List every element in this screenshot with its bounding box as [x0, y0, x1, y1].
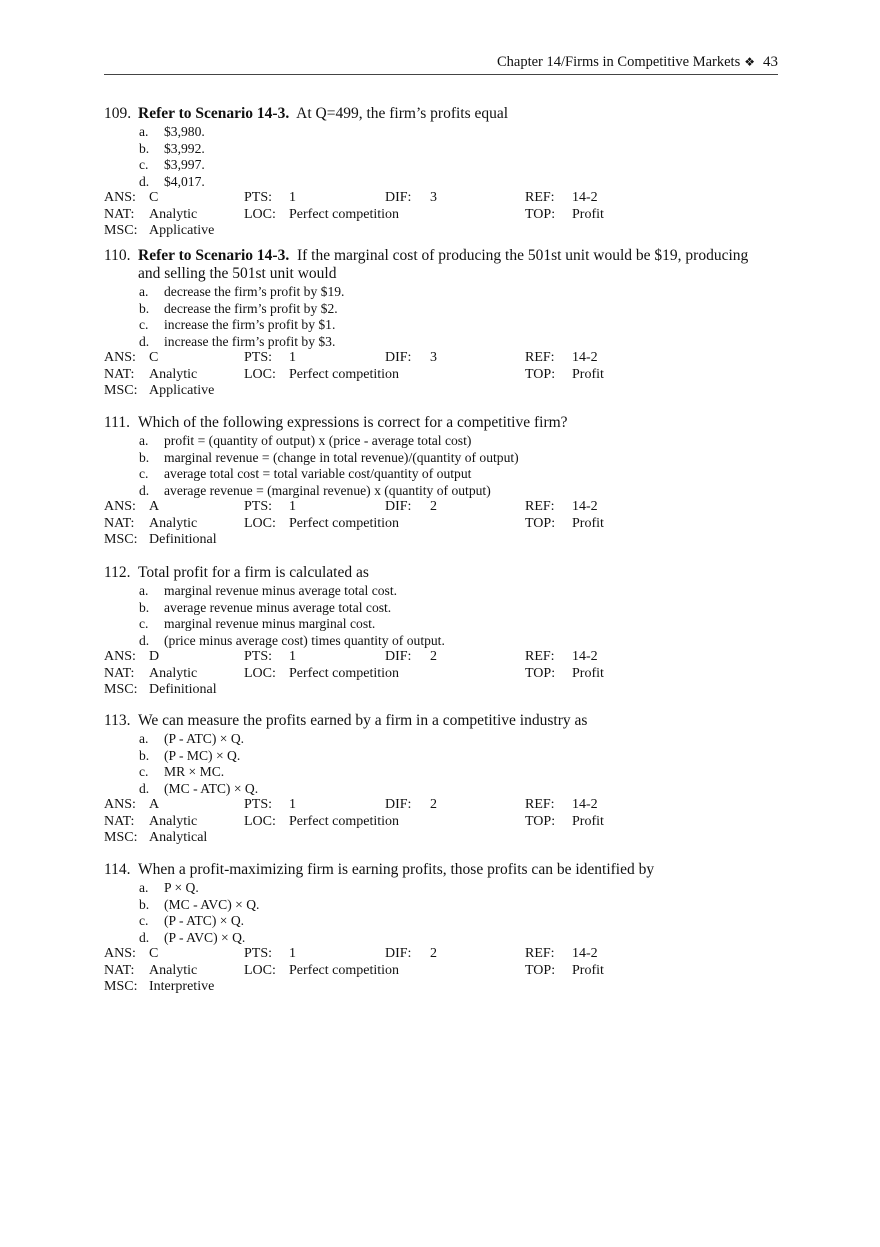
question-item: [104, 564, 784, 699]
pts-label: PTS:: [244, 649, 273, 664]
answer-metadata: [104, 350, 784, 400]
top-value: Profit: [572, 366, 604, 382]
ans-label: ANS:: [104, 649, 136, 664]
loc-value: Perfect competition: [289, 515, 400, 531]
page-header: [104, 52, 778, 75]
ans-label: ANS:: [104, 499, 136, 514]
pts-value: 1: [289, 649, 296, 664]
choice-letter: c.: [139, 764, 149, 779]
choice-text: average total cost = total variable cost/quantity of output: [164, 466, 472, 481]
top-value: Profit: [572, 515, 604, 531]
loc-label: LOC:: [244, 813, 276, 829]
nat-label: NAT:: [104, 962, 135, 978]
choice-letter: b.: [139, 449, 150, 465]
question-reference: Refer to Scenario 14-3.: [138, 247, 290, 264]
ref-label: REF:: [525, 649, 555, 664]
choice-item: [104, 466, 784, 483]
top-label: TOP:: [525, 962, 556, 978]
ans-value: D: [149, 649, 160, 664]
chapter-title: Chapter 14/Firms in Competitive Markets: [496, 54, 741, 70]
answer-row: [104, 797, 784, 814]
dif-value: 2: [430, 946, 437, 961]
question-text: We can measure the profits earned by a firm in a competitive industry as: [138, 712, 588, 729]
choice-text: increase the firm’s profit by $3.: [164, 333, 336, 349]
choice-item: [104, 880, 784, 897]
msc-label: MSC:: [104, 979, 138, 994]
question-item: [104, 861, 784, 996]
choice-item: [104, 483, 784, 500]
loc-value: Perfect competition: [289, 813, 400, 829]
question-item: [104, 247, 784, 400]
loc-value: Perfect competition: [289, 665, 400, 681]
msc-value: Analytical: [149, 830, 208, 845]
choice-item: [104, 781, 784, 798]
nat-value: Analytic: [149, 813, 198, 829]
choice-letter: b.: [139, 140, 150, 156]
choice-text: average revenue = (marginal revenue) x (quantity of output): [164, 482, 491, 498]
choice-item: [104, 284, 784, 301]
question-number: 109.: [104, 105, 132, 122]
choice-letter: b.: [139, 747, 150, 763]
choice-item: [104, 157, 784, 174]
top-value: Profit: [572, 962, 604, 978]
answer-metadata: [104, 649, 784, 699]
ans-value: C: [149, 350, 159, 365]
question-text: Which of the following expressions is correct for a competitive firm?: [138, 414, 568, 431]
dif-value: 2: [430, 649, 437, 664]
choice-letter: b.: [139, 599, 150, 615]
dif-label: DIF:: [385, 190, 412, 205]
ref-value: 14-2: [572, 350, 598, 365]
page-number: 43: [763, 54, 778, 70]
choice-letter: a.: [139, 880, 149, 895]
pts-value: 1: [289, 190, 296, 205]
msc-label: MSC:: [104, 682, 138, 697]
choice-letter: b.: [139, 300, 150, 316]
choice-item: [104, 600, 784, 617]
pts-value: 1: [289, 946, 296, 961]
nat-value: Analytic: [149, 665, 198, 681]
question-text: When a profit-maximizing firm is earning profits, those profits can be identified by: [138, 861, 655, 878]
question-stem: [104, 564, 784, 582]
msc-value: Applicative: [149, 383, 215, 398]
top-label: TOP:: [525, 366, 556, 382]
choice-item: [104, 913, 784, 930]
top-label: TOP:: [525, 206, 556, 222]
choice-item: [104, 616, 784, 633]
loc-value: Perfect competition: [289, 962, 400, 978]
ans-label: ANS:: [104, 946, 136, 961]
ref-label: REF:: [525, 350, 555, 365]
nat-label: NAT:: [104, 665, 135, 681]
ans-label: ANS:: [104, 190, 136, 205]
category-row: [104, 207, 784, 224]
ref-value: 14-2: [572, 499, 598, 514]
choice-letter: a.: [139, 124, 149, 139]
choice-text: marginal revenue minus marginal cost.: [164, 616, 376, 631]
choice-list: [104, 731, 784, 797]
choice-text: (P - ATC) × Q.: [164, 731, 245, 746]
ans-label: ANS:: [104, 797, 136, 812]
msc-value: Definitional: [149, 682, 217, 697]
skill-row: [104, 223, 784, 240]
dif-label: DIF:: [385, 499, 412, 514]
pts-label: PTS:: [244, 499, 273, 514]
answer-row: [104, 946, 784, 963]
choice-letter: c.: [139, 317, 149, 332]
question-number: 111.: [104, 414, 130, 431]
choice-letter: d.: [139, 632, 150, 648]
category-row: [104, 814, 784, 831]
ref-value: 14-2: [572, 946, 598, 961]
skill-row: [104, 532, 784, 549]
loc-value: Perfect competition: [289, 366, 400, 382]
ans-value: C: [149, 946, 159, 961]
ref-label: REF:: [525, 946, 555, 961]
question-stem: [104, 105, 784, 123]
choice-item: [104, 334, 784, 351]
skill-row: [104, 830, 784, 847]
nat-value: Analytic: [149, 515, 198, 531]
question-number: 112.: [104, 564, 131, 581]
choice-text: (MC - AVC) × Q.: [164, 896, 260, 912]
choice-text: (P - ATC) × Q.: [164, 913, 245, 928]
top-value: Profit: [572, 206, 604, 222]
choice-text: MR × MC.: [164, 764, 225, 779]
choice-item: [104, 731, 784, 748]
question-stem: [104, 414, 784, 432]
choice-item: [104, 764, 784, 781]
choice-text: $3,997.: [164, 157, 205, 172]
choice-text: $3,980.: [164, 124, 205, 139]
pts-value: 1: [289, 350, 296, 365]
loc-label: LOC:: [244, 515, 276, 531]
answer-row: [104, 190, 784, 207]
msc-label: MSC:: [104, 532, 138, 547]
loc-label: LOC:: [244, 962, 276, 978]
choice-item: [104, 930, 784, 947]
choice-letter: c.: [139, 616, 149, 631]
msc-label: MSC:: [104, 383, 138, 398]
choice-item: [104, 141, 784, 158]
top-value: Profit: [572, 813, 604, 829]
dif-value: 2: [430, 797, 437, 812]
ans-value: A: [149, 797, 160, 812]
answer-row: [104, 499, 784, 516]
ans-label: ANS:: [104, 350, 136, 365]
choice-text: decrease the firm’s profit by $19.: [164, 284, 345, 299]
pts-value: 1: [289, 797, 296, 812]
choice-text: (P - MC) × Q.: [164, 747, 241, 763]
question-text-continued: and selling the 501st unit would: [138, 265, 337, 282]
choice-list: [104, 433, 784, 499]
choice-letter: d.: [139, 173, 150, 189]
dif-label: DIF:: [385, 797, 412, 812]
question-stem: [104, 712, 784, 730]
choice-text: P × Q.: [164, 880, 199, 895]
question-text: If the marginal cost of producing the 501st unit would be $19, producing: [296, 247, 749, 264]
top-label: TOP:: [525, 813, 556, 829]
msc-label: MSC:: [104, 830, 138, 845]
top-label: TOP:: [525, 515, 556, 531]
ref-value: 14-2: [572, 797, 598, 812]
answer-row: [104, 350, 784, 367]
choice-text: (MC - ATC) × Q.: [164, 780, 259, 796]
msc-value: Definitional: [149, 532, 217, 547]
nat-label: NAT:: [104, 515, 135, 531]
question-item: [104, 712, 784, 847]
ref-label: REF:: [525, 190, 555, 205]
choice-text: $4,017.: [164, 173, 205, 189]
diamond-icon: ❖: [744, 55, 755, 69]
pts-label: PTS:: [244, 797, 273, 812]
top-label: TOP:: [525, 665, 556, 681]
ref-label: REF:: [525, 499, 555, 514]
choice-letter: a.: [139, 433, 149, 448]
dif-value: 3: [430, 350, 437, 365]
ref-label: REF:: [525, 797, 555, 812]
loc-label: LOC:: [244, 665, 276, 681]
answer-row: [104, 649, 784, 666]
choice-item: [104, 174, 784, 191]
loc-value: Perfect competition: [289, 206, 400, 222]
answer-metadata: [104, 946, 784, 996]
answer-metadata: [104, 190, 784, 240]
ans-value: A: [149, 499, 160, 514]
choice-text: (price minus average cost) times quantity of output.: [164, 632, 445, 648]
question-stem-continued: [104, 265, 784, 283]
choice-letter: a.: [139, 731, 149, 746]
choice-letter: c.: [139, 466, 149, 481]
choice-letter: d.: [139, 333, 150, 349]
choice-letter: c.: [139, 913, 149, 928]
choice-item: [104, 124, 784, 141]
choice-list: [104, 880, 784, 946]
choice-text: profit = (quantity of output) x (price - average total cost): [164, 433, 472, 448]
category-row: [104, 963, 784, 980]
top-value: Profit: [572, 665, 604, 681]
question-text: At Q=499, the firm’s profits equal: [296, 105, 509, 122]
question-number: 110.: [104, 247, 131, 264]
ref-value: 14-2: [572, 649, 598, 664]
question-number: 113.: [104, 712, 131, 729]
choice-list: [104, 124, 784, 190]
answer-metadata: [104, 797, 784, 847]
question-item: [104, 105, 784, 240]
choice-letter: a.: [139, 583, 149, 598]
choice-letter: d.: [139, 929, 150, 945]
loc-label: LOC:: [244, 206, 276, 222]
choice-item: [104, 748, 784, 765]
nat-value: Analytic: [149, 206, 198, 222]
choice-text: (P - AVC) × Q.: [164, 929, 246, 945]
choice-letter: c.: [139, 157, 149, 172]
choice-item: [104, 301, 784, 318]
choice-item: [104, 897, 784, 914]
msc-value: Interpretive: [149, 979, 215, 994]
msc-label: MSC:: [104, 223, 138, 238]
pts-label: PTS:: [244, 350, 273, 365]
pts-label: PTS:: [244, 190, 273, 205]
question-item: [104, 414, 784, 549]
ans-value: C: [149, 190, 159, 205]
question-stem: [104, 247, 784, 265]
choice-text: decrease the firm’s profit by $2.: [164, 300, 338, 316]
choice-letter: a.: [139, 284, 149, 299]
choice-item: [104, 317, 784, 334]
choice-list: [104, 583, 784, 649]
category-row: [104, 367, 784, 384]
choice-item: [104, 450, 784, 467]
dif-label: DIF:: [385, 649, 412, 664]
choice-text: marginal revenue minus average total cost.: [164, 583, 398, 598]
msc-value: Applicative: [149, 223, 215, 238]
pts-label: PTS:: [244, 946, 273, 961]
nat-label: NAT:: [104, 206, 135, 222]
choice-letter: b.: [139, 896, 150, 912]
choice-list: [104, 284, 784, 350]
pts-value: 1: [289, 499, 296, 514]
question-reference: Refer to Scenario 14-3.: [138, 105, 290, 122]
category-row: [104, 666, 784, 683]
nat-label: NAT:: [104, 366, 135, 382]
question-number: 114.: [104, 861, 131, 878]
answer-metadata: [104, 499, 784, 549]
category-row: [104, 516, 784, 533]
nat-value: Analytic: [149, 366, 198, 382]
choice-letter: d.: [139, 482, 150, 498]
choice-letter: d.: [139, 780, 150, 796]
skill-row: [104, 383, 784, 400]
choice-text: increase the firm’s profit by $1.: [164, 317, 336, 332]
choice-item: [104, 633, 784, 650]
question-stem: [104, 861, 784, 879]
skill-row: [104, 979, 784, 996]
choice-text: average revenue minus average total cost.: [164, 599, 392, 615]
choice-text: marginal revenue = (change in total revenue)/(quantity of output): [164, 449, 519, 465]
choice-item: [104, 433, 784, 450]
nat-value: Analytic: [149, 962, 198, 978]
skill-row: [104, 682, 784, 699]
dif-label: DIF:: [385, 350, 412, 365]
nat-label: NAT:: [104, 813, 135, 829]
dif-value: 2: [430, 499, 437, 514]
loc-label: LOC:: [244, 366, 276, 382]
choice-item: [104, 583, 784, 600]
ref-value: 14-2: [572, 190, 598, 205]
question-text: Total profit for a firm is calculated as: [138, 564, 369, 581]
dif-value: 3: [430, 190, 437, 205]
dif-label: DIF:: [385, 946, 412, 961]
choice-text: $3,992.: [164, 140, 205, 156]
